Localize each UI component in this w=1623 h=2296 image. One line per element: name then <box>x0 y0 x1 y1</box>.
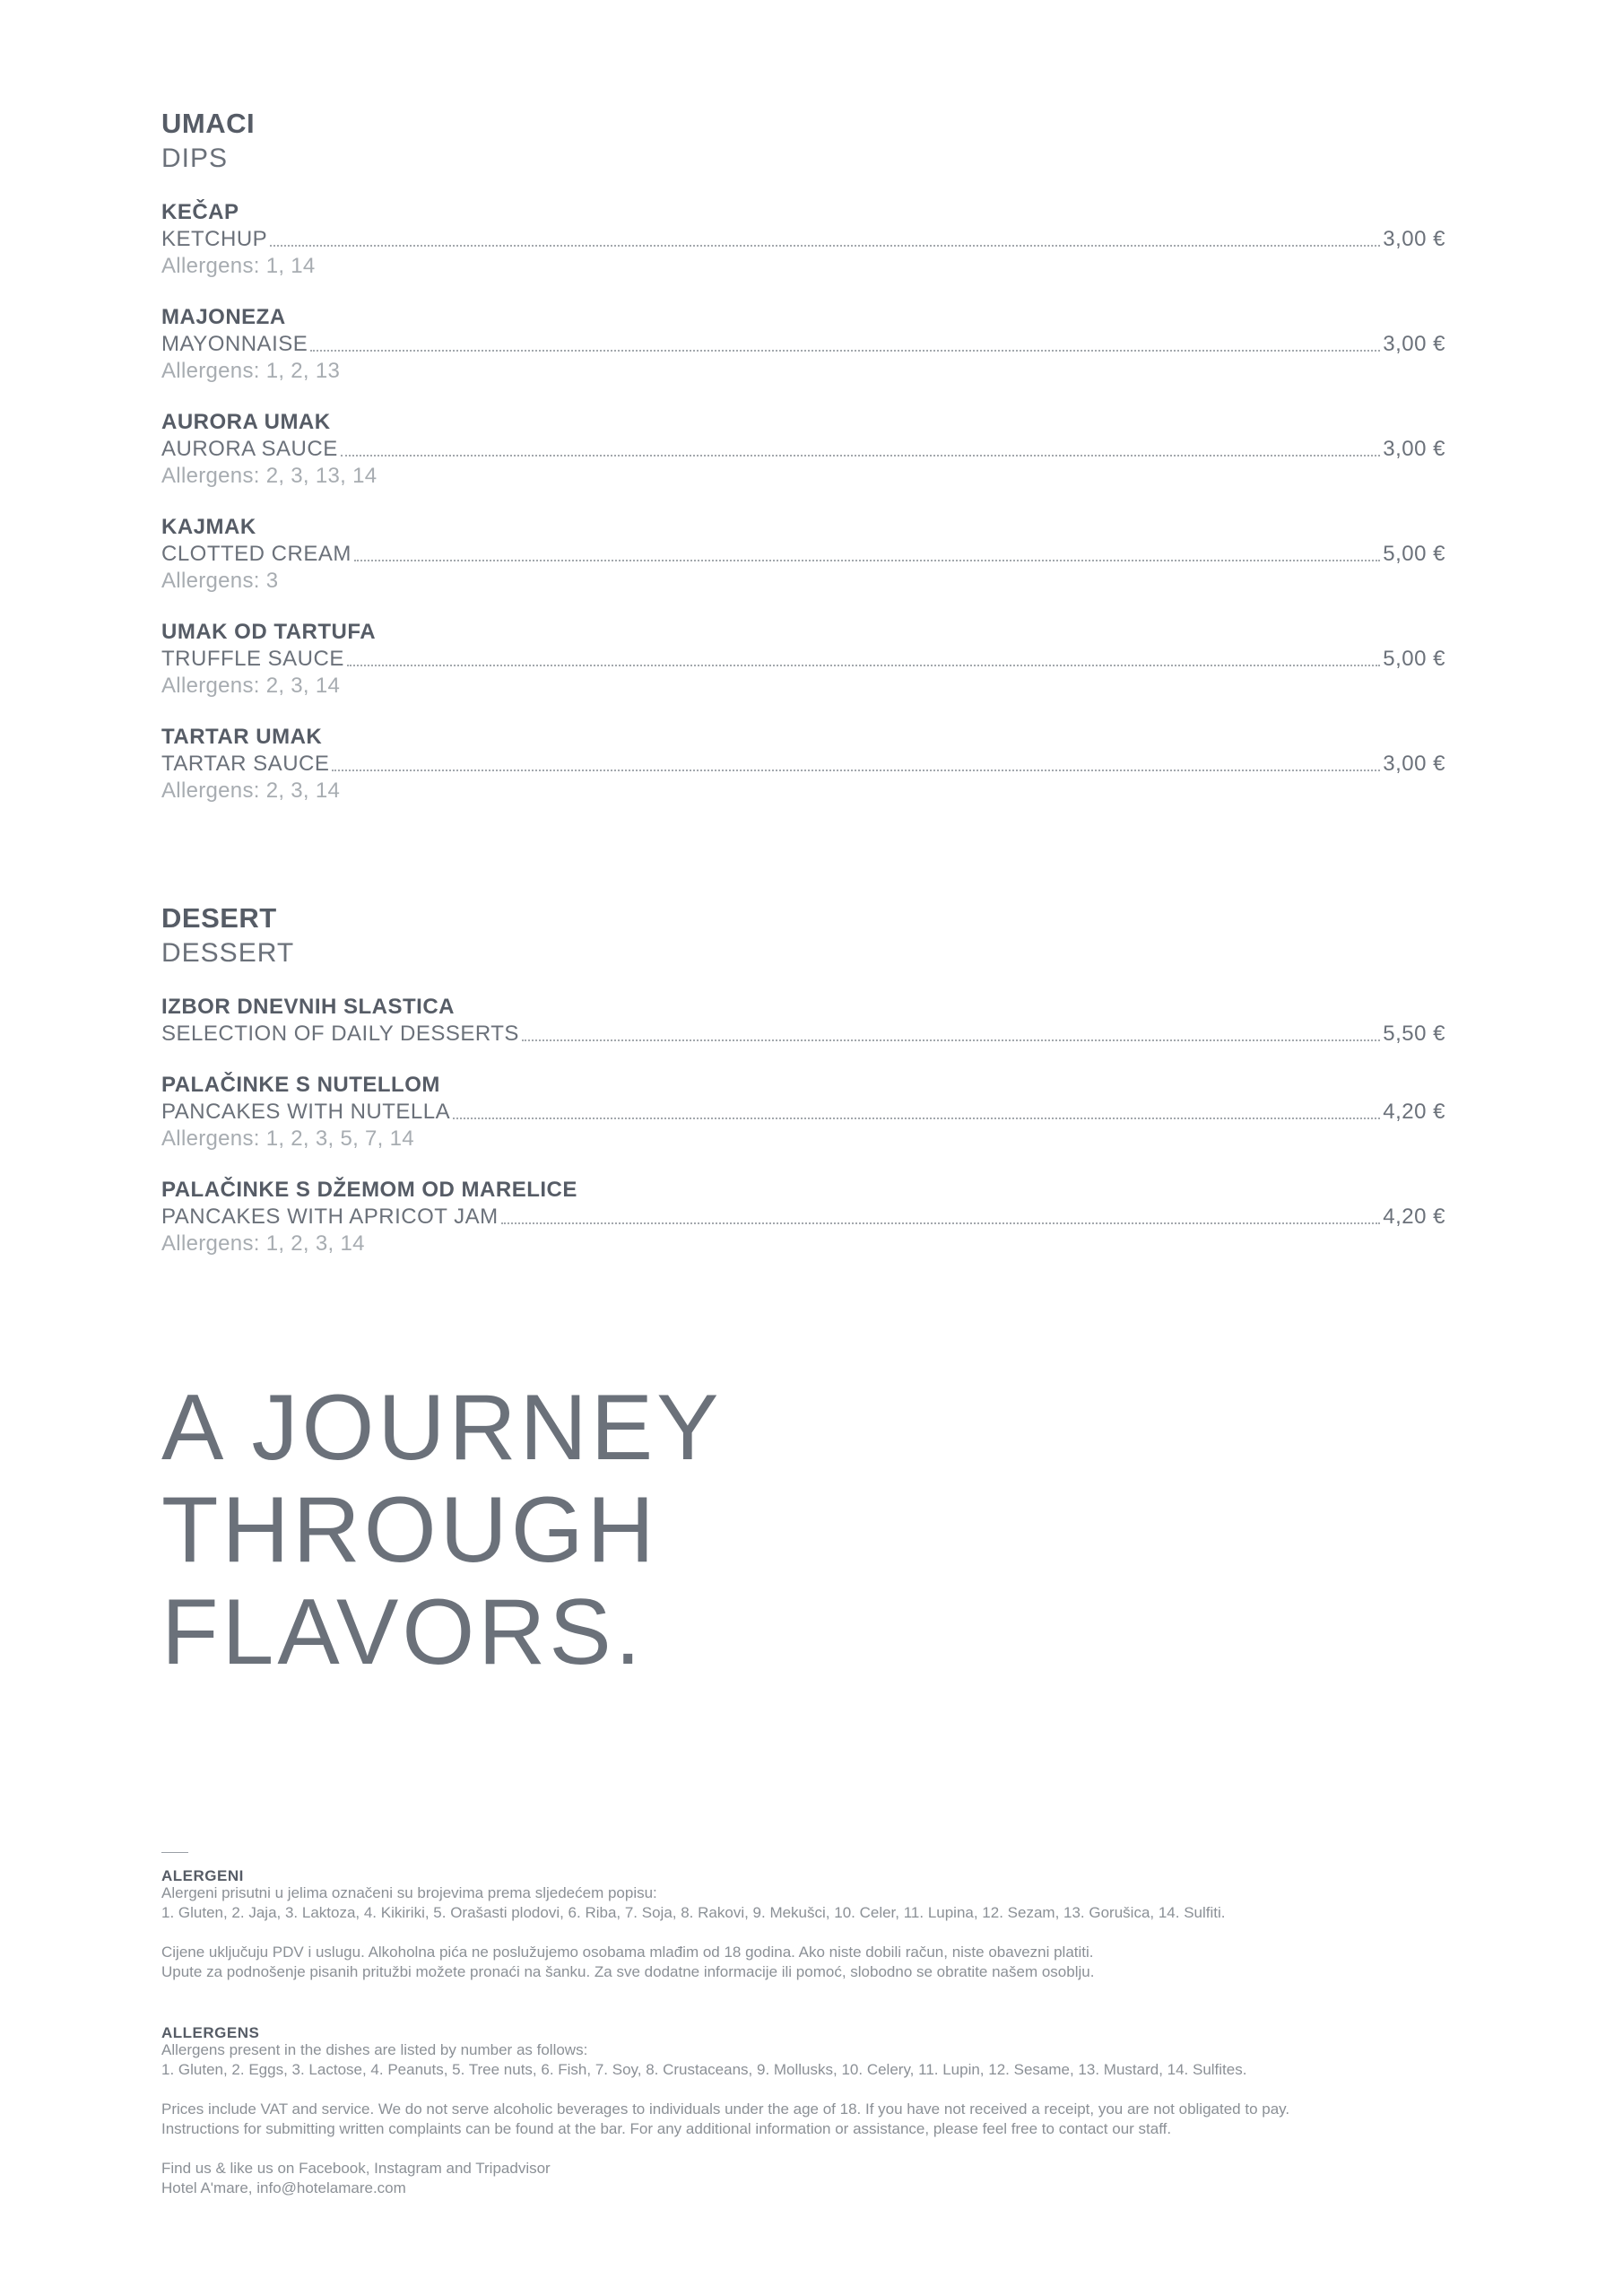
item-name-hr: PALAČINKE S DŽEMOM OD MARELICE <box>161 1178 577 1202</box>
item-name-hr: UMAK OD TARTUFA <box>161 620 377 644</box>
item-price: 5,00 € <box>1383 542 1445 566</box>
item-row <box>161 436 1445 463</box>
item-row <box>161 226 1445 253</box>
item-name-en: KETCHUP <box>161 227 268 251</box>
item-row <box>161 541 1445 568</box>
item-name-en: TARTAR SAUCE <box>161 752 330 776</box>
hero-tagline <box>161 1377 722 1683</box>
item-price: 3,00 € <box>1383 227 1445 251</box>
menu-item-clotted-cream <box>161 514 1445 595</box>
menu-item-daily-desserts <box>161 994 1445 1048</box>
item-name-en: AURORA SAUCE <box>161 437 338 461</box>
menu-item-truffle-sauce <box>161 619 1445 700</box>
item-allergens: Allergens: 1, 14 <box>161 254 316 278</box>
item-price: 4,20 € <box>1383 1205 1445 1229</box>
item-row <box>161 1204 1445 1231</box>
menu-item-tartar-sauce <box>161 724 1445 804</box>
footer-intro-hr: Alergeni prisutni u jelima označeni su brojevima prema sljedećem popisu: <box>161 1884 657 1901</box>
dot-leader <box>453 1117 1380 1119</box>
item-name-hr: TARTAR UMAK <box>161 725 323 749</box>
item-row <box>161 331 1445 358</box>
hero-line-2: THROUGH <box>161 1478 658 1582</box>
item-name-hr: AURORA UMAK <box>161 410 331 434</box>
item-price: 3,00 € <box>1383 752 1445 776</box>
item-price: 3,00 € <box>1383 332 1445 356</box>
item-price: 5,00 € <box>1383 647 1445 671</box>
footer-divider <box>161 1852 188 1853</box>
footer-allergen-list-en: 1. Gluten, 2. Eggs, 3. Lactose, 4. Peanuts, 5. Tree nuts, 6. Fish, 7. Soy, 8. Crustaceans, 9. Mollusks, 10. Celery, 11. Lupin, 12. Sesame, 13. Mustard, 14. Sulfites. <box>161 2061 1247 2078</box>
item-name-en: PANCAKES WITH NUTELLA <box>161 1100 451 1124</box>
item-allergens: Allergens: 1, 2, 3, 14 <box>161 1231 365 1256</box>
footer-intro-en: Allergens present in the dishes are listed by number as follows: <box>161 2041 588 2058</box>
item-name-en: MAYONNAISE <box>161 332 308 356</box>
item-allergens: Allergens: 1, 2, 13 <box>161 359 341 383</box>
footer-heading-en: ALLERGENS <box>161 2024 260 2041</box>
item-name-en: SELECTION OF DAILY DESSERTS <box>161 1022 519 1046</box>
hero-line-3: FLAVORS. <box>161 1580 645 1684</box>
item-row <box>161 1099 1445 1126</box>
dot-leader <box>341 454 1381 457</box>
footer-note-en-2: Instructions for submitting written complaints can be found at the bar. For any additional information or assistance, please feel free to contact our staff. <box>161 2120 1172 2137</box>
item-name-hr: PALAČINKE S NUTELLOM <box>161 1073 440 1097</box>
dot-leader <box>501 1222 1381 1224</box>
menu-item-aurora-sauce <box>161 409 1445 490</box>
item-allergens: Allergens: 2, 3, 14 <box>161 778 341 803</box>
item-row <box>161 646 1445 673</box>
item-allergens: Allergens: 3 <box>161 569 279 593</box>
menu-item-pancakes-apricot <box>161 1177 1445 1257</box>
item-price: 4,20 € <box>1383 1100 1445 1124</box>
menu-item-ketchup <box>161 199 1445 280</box>
footer-heading-hr: ALERGENI <box>161 1867 244 1884</box>
hero-line-1: A JOURNEY <box>161 1376 723 1480</box>
footer-note-hr-2: Upute za podnošenje pisanih pritužbi možete pronaći na šanku. Za sve dodatne informacije ili pomoć, slobodno se obratite našem osoblju. <box>161 1963 1095 1980</box>
item-row <box>161 751 1445 778</box>
dot-leader <box>522 1039 1380 1041</box>
dessert-section-title: DESERT <box>161 902 277 934</box>
footer-social: Find us & like us on Facebook, Instagram and Tripadvisor <box>161 2160 551 2177</box>
item-name-hr: IZBOR DNEVNIH SLASTICA <box>161 995 456 1019</box>
item-name-hr: MAJONEZA <box>161 305 286 329</box>
item-name-hr: KAJMAK <box>161 515 256 539</box>
item-price: 3,00 € <box>1383 437 1445 461</box>
item-allergens: Allergens: 2, 3, 14 <box>161 674 341 698</box>
dessert-section-subtitle: DESSERT <box>161 938 295 968</box>
footer-allergen-list-hr: 1. Gluten, 2. Jaja, 3. Laktoza, 4. Kikiriki, 5. Orašasti plodovi, 6. Riba, 7. Soja, 8. Rakovi, 9. Mekušci, 10. Celer, 11. Lupina, 12. Sezam, 13. Gorušica, 14. Sulfiti. <box>161 1904 1226 1921</box>
item-name-en: TRUFFLE SAUCE <box>161 647 344 671</box>
dot-leader <box>332 769 1380 771</box>
item-name-hr: KEČAP <box>161 200 239 224</box>
dot-leader <box>347 664 1380 666</box>
dips-section-subtitle: DIPS <box>161 144 229 173</box>
dot-leader <box>310 349 1380 352</box>
footer-note-hr-1: Cijene uključuju PDV i uslugu. Alkoholna pića ne poslužujemo osobama mlađim od 18 godina. Ako niste dobili račun, niste obavezni platiti. <box>161 1944 1094 1961</box>
footer-note-en-1: Prices include VAT and service. We do not serve alcoholic beverages to individuals under the age of 18. If you have not received a receipt, you are not obligated to pay. <box>161 2100 1290 2118</box>
dips-section-title: UMACI <box>161 108 256 139</box>
menu-item-mayonnaise <box>161 304 1445 385</box>
footer-contact: Hotel A'mare, info@hotelamare.com <box>161 2179 406 2196</box>
item-allergens: Allergens: 2, 3, 13, 14 <box>161 464 378 488</box>
menu-item-pancakes-nutella <box>161 1072 1445 1152</box>
item-allergens: Allergens: 1, 2, 3, 5, 7, 14 <box>161 1126 414 1151</box>
item-price: 5,50 € <box>1383 1022 1445 1046</box>
dot-leader <box>354 559 1380 561</box>
item-name-en: PANCAKES WITH APRICOT JAM <box>161 1205 499 1229</box>
item-row <box>161 1021 1445 1048</box>
item-name-en: CLOTTED CREAM <box>161 542 352 566</box>
dot-leader <box>270 244 1380 247</box>
